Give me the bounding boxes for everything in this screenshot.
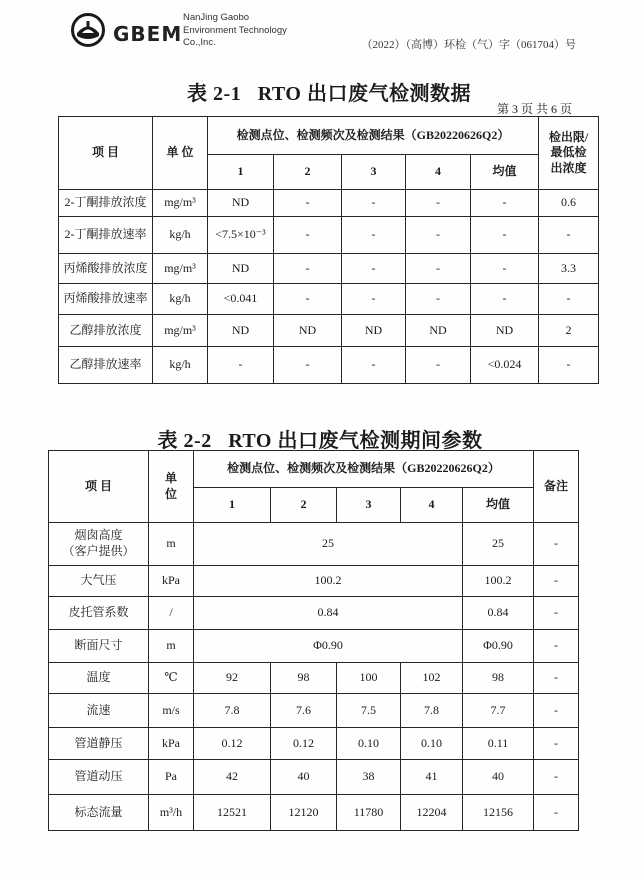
- report-number: （2022）（高博）环检（气）字（061704）号: [361, 39, 576, 51]
- mean-cell: -: [471, 254, 539, 284]
- unit-cell: mg/m³: [153, 315, 208, 347]
- limit-cell: 0.6: [539, 190, 599, 217]
- value-cell: 41: [401, 760, 463, 795]
- limit-cell: -: [539, 347, 599, 384]
- value-cell: ND: [342, 315, 406, 347]
- unit-cell: mg/m³: [153, 190, 208, 217]
- value-cell: 0.12: [271, 728, 337, 760]
- value-cell: ND: [406, 315, 471, 347]
- table2-title: 表 2-2 RTO 出口废气检测期间参数: [157, 430, 483, 452]
- table-row: [59, 284, 599, 315]
- item-name-line: 流速: [86, 702, 111, 717]
- header-unit: [149, 451, 194, 523]
- item-name-line: 大气压: [80, 573, 117, 588]
- item-name-line: 皮托管系数: [68, 605, 129, 620]
- note-cell: -: [534, 728, 579, 760]
- merged-value-cell: 0.84: [194, 597, 463, 630]
- unit-cell: /: [149, 597, 194, 630]
- header-item: 项 目: [49, 451, 149, 523]
- value-cell: -: [274, 284, 342, 315]
- header-col-2: 2: [271, 488, 337, 523]
- value-cell: 102: [401, 663, 463, 694]
- value-cell: -: [274, 347, 342, 384]
- note-cell: -: [534, 566, 579, 597]
- mean-cell: 98: [463, 663, 534, 694]
- header-col-4: 4: [401, 488, 463, 523]
- unit-cell: m: [149, 630, 194, 663]
- mean-cell: 40: [463, 760, 534, 795]
- value-cell: -: [342, 217, 406, 254]
- value-cell: -: [342, 254, 406, 284]
- mean-cell: 12156: [463, 795, 534, 831]
- unit-cell: kPa: [149, 728, 194, 760]
- header-limit-line: 检出限/: [548, 129, 589, 144]
- table-header-row: [59, 117, 599, 155]
- item-name-line: 烟囱高度: [74, 528, 123, 543]
- value-cell: ND: [208, 254, 274, 284]
- note-cell: -: [534, 597, 579, 630]
- value-cell: 12120: [271, 795, 337, 831]
- unit-cell: m³/h: [149, 795, 194, 831]
- header-col-3: 3: [342, 155, 406, 190]
- item-name-cell: [49, 728, 149, 760]
- header-unit: 单 位: [153, 117, 208, 190]
- header-unit-line: 位: [164, 486, 177, 501]
- table-row: [49, 566, 579, 597]
- value-cell: ND: [208, 190, 274, 217]
- item-name-cell: 丙烯酸排放速率: [59, 284, 153, 315]
- item-name-line: （客户提供）: [62, 544, 135, 558]
- value-cell: ND: [274, 315, 342, 347]
- limit-cell: 2: [539, 315, 599, 347]
- unit-cell: m: [149, 523, 194, 566]
- value-cell: 7.8: [194, 694, 271, 728]
- item-name-cell: 2-丁酮排放速率: [59, 217, 153, 254]
- table-row: [49, 795, 579, 831]
- mean-cell: 100.2: [463, 566, 534, 597]
- header-col-2: 2: [274, 155, 342, 190]
- header-item: 项 目: [59, 117, 153, 190]
- mean-cell: -: [471, 190, 539, 217]
- value-cell: -: [406, 254, 471, 284]
- value-cell: 42: [194, 760, 271, 795]
- mean-cell: -: [471, 284, 539, 315]
- value-cell: 7.5: [337, 694, 401, 728]
- header-unit-line: 单: [164, 470, 177, 485]
- header-limit-line: 最低检: [550, 145, 587, 160]
- item-name-line: 标态流量: [74, 804, 123, 819]
- header-col-mean: 均值: [463, 488, 534, 523]
- item-name-line: 温度: [86, 670, 111, 685]
- header-note: 备注: [534, 451, 579, 523]
- value-cell: 40: [271, 760, 337, 795]
- header-limit: [539, 117, 599, 190]
- header-col-4: 4: [406, 155, 471, 190]
- value-cell: -: [342, 284, 406, 315]
- mean-cell: ND: [471, 315, 539, 347]
- value-cell: 92: [194, 663, 271, 694]
- table-row: [49, 694, 579, 728]
- table-header-row: [49, 451, 579, 488]
- value-cell: 7.8: [401, 694, 463, 728]
- value-cell: 12204: [401, 795, 463, 831]
- company-logo-icon: [70, 12, 106, 48]
- table-row: [49, 760, 579, 795]
- company-line: NanJing Gaobo: [183, 12, 250, 23]
- table-row: [59, 315, 599, 347]
- unit-cell: mg/m³: [153, 254, 208, 284]
- value-cell: -: [406, 217, 471, 254]
- note-cell: -: [534, 760, 579, 795]
- value-cell: 12521: [194, 795, 271, 831]
- item-name-line: 管道静压: [74, 735, 123, 750]
- item-name-cell: [49, 523, 149, 566]
- value-cell: -: [406, 190, 471, 217]
- mean-cell: -: [471, 217, 539, 254]
- note-cell: -: [534, 630, 579, 663]
- unit-cell: kPa: [149, 566, 194, 597]
- value-cell: <0.041: [208, 284, 274, 315]
- exhaust-data-table: [58, 116, 599, 384]
- item-name-cell: 乙醇排放速率: [59, 347, 153, 384]
- table-row: [59, 254, 599, 284]
- item-name-cell: 丙烯酸排放浓度: [59, 254, 153, 284]
- item-name-cell: 2-丁酮排放浓度: [59, 190, 153, 217]
- value-cell: 0.10: [337, 728, 401, 760]
- mean-cell: <0.024: [471, 347, 539, 384]
- header-col-1: 1: [208, 155, 274, 190]
- mean-cell: 7.7: [463, 694, 534, 728]
- header-group: 检测点位、检测频次及检测结果（GB20220626Q2）: [208, 117, 539, 155]
- value-cell: -: [274, 254, 342, 284]
- unit-cell: ℃: [149, 663, 194, 694]
- value-cell: 11780: [337, 795, 401, 831]
- note-cell: -: [534, 523, 579, 566]
- logo-text: GBEM: [113, 22, 183, 46]
- unit-cell: kg/h: [153, 217, 208, 254]
- value-cell: 0.12: [194, 728, 271, 760]
- value-cell: 38: [337, 760, 401, 795]
- exhaust-parameters-table: [48, 450, 579, 831]
- header-limit-line: 出浓度: [550, 160, 587, 175]
- value-cell: -: [406, 284, 471, 315]
- table-row: [49, 597, 579, 630]
- mean-cell: 0.11: [463, 728, 534, 760]
- unit-cell: Pa: [149, 760, 194, 795]
- table-row: [49, 630, 579, 663]
- merged-value-cell: 100.2: [194, 566, 463, 597]
- value-cell: 100: [337, 663, 401, 694]
- note-cell: -: [534, 694, 579, 728]
- value-cell: 7.6: [271, 694, 337, 728]
- value-cell: -: [208, 347, 274, 384]
- limit-cell: -: [539, 284, 599, 315]
- merged-value-cell: 25: [194, 523, 463, 566]
- item-name-cell: [49, 795, 149, 831]
- unit-cell: kg/h: [153, 347, 208, 384]
- item-name-cell: 乙醇排放浓度: [59, 315, 153, 347]
- company-line: Co.,Inc.: [183, 37, 216, 48]
- company-line: Environment Technology: [183, 24, 287, 36]
- item-name-cell: [49, 663, 149, 694]
- note-cell: -: [534, 663, 579, 694]
- unit-cell: m/s: [149, 694, 194, 728]
- value-cell: -: [274, 217, 342, 254]
- item-name-cell: [49, 630, 149, 663]
- table-row: [59, 217, 599, 254]
- mean-cell: 0.84: [463, 597, 534, 630]
- unit-cell: kg/h: [153, 284, 208, 315]
- value-cell: 98: [271, 663, 337, 694]
- table-row: [59, 347, 599, 384]
- header-col-3: 3: [337, 488, 401, 523]
- table-row: [49, 523, 579, 566]
- item-name-line: 断面尺寸: [74, 638, 123, 653]
- limit-cell: 3.3: [539, 254, 599, 284]
- item-name-line: 管道动压: [74, 769, 123, 784]
- table-row: [49, 663, 579, 694]
- header-col-mean: 均值: [471, 155, 539, 190]
- table-row: [49, 728, 579, 760]
- mean-cell: 25: [463, 523, 534, 566]
- value-cell: -: [342, 190, 406, 217]
- limit-cell: -: [539, 217, 599, 254]
- page-info: 第 3 页 共 6 页: [496, 102, 572, 116]
- value-cell: 0.10: [401, 728, 463, 760]
- table-row: [59, 190, 599, 217]
- header-group: 检测点位、检测频次及检测结果（GB20220626Q2）: [194, 451, 534, 488]
- value-cell: -: [342, 347, 406, 384]
- company-name: [183, 12, 287, 50]
- item-name-cell: [49, 694, 149, 728]
- value-cell: ND: [208, 315, 274, 347]
- merged-value-cell: Φ0.90: [194, 630, 463, 663]
- mean-cell: Φ0.90: [463, 630, 534, 663]
- item-name-cell: [49, 566, 149, 597]
- item-name-cell: [49, 597, 149, 630]
- value-cell: -: [274, 190, 342, 217]
- value-cell: <7.5×10⁻³: [208, 217, 274, 254]
- value-cell: -: [406, 347, 471, 384]
- table1-title: 表 2-1 RTO 出口废气检测数据: [187, 83, 471, 105]
- header-col-1: 1: [194, 488, 271, 523]
- item-name-cell: [49, 760, 149, 795]
- note-cell: -: [534, 795, 579, 831]
